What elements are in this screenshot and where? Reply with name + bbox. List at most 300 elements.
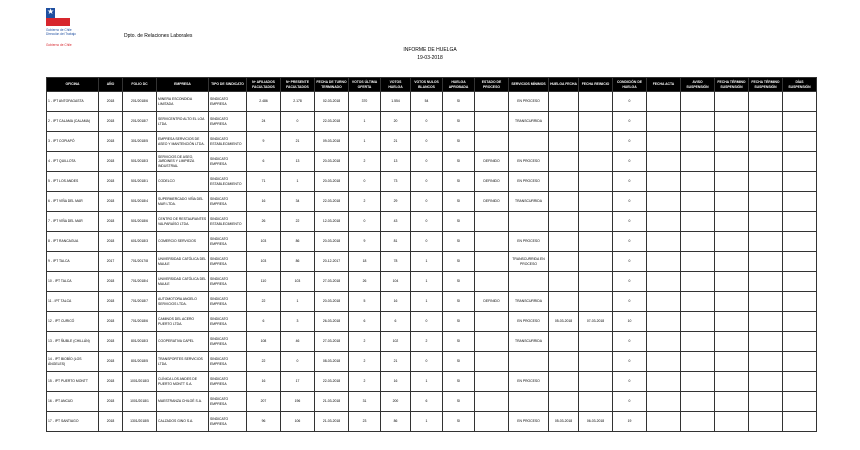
table-cell: 05-03-2018 [549,412,579,432]
table-cell: 0 [349,172,381,192]
table-cell [475,252,509,272]
table-cell: 1 [411,292,443,312]
table-cell: 29 [381,192,411,212]
table-cell: 16 [381,372,411,392]
table-cell: 8 - IPT RANCAGUA [47,232,99,252]
table-cell: EN PROCESO [509,312,549,332]
table-cell: SERVICENTRO ALTO EL LOA LTDA. [157,112,209,132]
table-cell: SI [443,372,475,392]
table-cell [579,272,613,292]
table-cell: MINERA ESCONDIDA LIMITADA [157,92,209,112]
table-cell: 13 [281,152,315,172]
table-cell: 12 - IPT CURICÓ [47,312,99,332]
table-cell: DEFINIDO [475,172,509,192]
table-row [47,412,817,432]
table-cell [715,232,749,252]
table-cell: 501/2018/4 [123,192,157,212]
table-cell: 0 [613,332,647,352]
table-cell [681,372,715,392]
table-row [47,132,817,152]
table-cell: 06-03-2018 [579,412,613,432]
table-cell [681,252,715,272]
table-cell: 0 [613,92,647,112]
table-cell [681,92,715,112]
table-cell: SINDICATO EMPRESA [209,152,247,172]
table-cell [681,232,715,252]
column-header: HUELGA FECHA [549,78,579,92]
table-cell [579,352,613,372]
table-cell: 20-03-2018 [315,232,349,252]
table-cell: TRANSCURRIDA [509,292,549,312]
table-cell: 501/2018/3 [123,152,157,172]
table-cell [549,152,579,172]
table-cell: MAESTRANZA CHILOÉ S.A. [157,392,209,412]
table-cell: 2.486 [247,92,281,112]
table-cell: 2 [349,152,381,172]
table-cell [475,232,509,252]
table-cell: 0 [411,132,443,152]
table-cell: 2018 [99,192,123,212]
table-cell [749,392,783,412]
table-cell [783,272,817,292]
table-cell [783,312,817,332]
table-cell: SI [443,92,475,112]
table-cell: 1301/2018/5 [123,412,157,432]
table-cell: 26-03-2018 [315,312,349,332]
table-cell [783,112,817,132]
table-cell [475,312,509,332]
table-cell [579,212,613,232]
table-cell: 1 [349,132,381,152]
table-cell [647,132,681,152]
table-cell: 31 [349,392,381,412]
table-cell [749,192,783,212]
table-cell [579,392,613,412]
table-cell: 2 [349,372,381,392]
table-cell [475,392,509,412]
table-cell [509,132,549,152]
table-cell: 96 [247,412,281,432]
table-cell [783,332,817,352]
column-header: CONDICIÓN DE HUELGA [613,78,647,92]
table-cell: 0 [613,252,647,272]
table-cell: 1.554 [381,92,411,112]
table-cell: 801/2018/3 [123,332,157,352]
table-cell [749,352,783,372]
table-row [47,252,817,272]
table-cell [783,392,817,412]
table-cell [783,132,817,152]
table-cell: 0 [613,352,647,372]
table-cell: 5 [349,292,381,312]
table-cell [579,332,613,352]
table-cell [681,172,715,192]
table-cell: 2 [349,352,381,372]
table-cell: 9 - IPT TALCA [47,252,99,272]
table-cell: 501/2018/6 [123,212,157,232]
table-cell [681,192,715,212]
table-cell [475,212,509,232]
table-cell: SI [443,312,475,332]
table-cell [749,412,783,432]
table-cell [681,152,715,172]
table-cell [549,372,579,392]
logo-red-block [46,18,70,26]
table-row [47,92,817,112]
table-cell: EN PROCESO [509,172,549,192]
table-cell: 701/2018/4 [123,272,157,292]
table-cell: 2018 [99,212,123,232]
table-cell [783,232,817,252]
table-cell [509,352,549,372]
table-cell: 09-03-2018 [315,132,349,152]
table-cell: UNIVERSIDAD CATÓLICA DEL MAULE [157,252,209,272]
table-cell: 22 [247,292,281,312]
table-cell [647,292,681,312]
table-header-row [47,78,817,92]
table-cell: 2.178 [281,92,315,112]
table-cell: 22-03-2018 [315,192,349,212]
table-cell: 2018 [99,232,123,252]
table-cell [647,212,681,232]
table-cell: 9 [247,132,281,152]
table-cell [549,252,579,272]
table-cell: 601/2018/3 [123,232,157,252]
table-cell [783,372,817,392]
table-cell: 1 [411,372,443,392]
table-cell: COMERCIO SERVICIOS [157,232,209,252]
table-cell [681,412,715,432]
table-cell [715,152,749,172]
logo-subtext: Gobierno de Chile [46,43,72,47]
table-row [47,372,817,392]
table-cell: 15 - IPT PUERTO MONTT [47,372,99,392]
table-cell: SI [443,392,475,412]
table-cell: SINDICATO ESTABLECIMIENTO [209,172,247,192]
table-cell: 16 [381,292,411,312]
table-cell [475,412,509,432]
table-cell [549,172,579,192]
table-cell: 71 [247,172,281,192]
table-cell: SERVICIOS DE ASEO, JARDINES Y LIMPIEZA INDUSTRIAL [157,152,209,172]
table-cell: 14 - IPT BIOBÍO (LOS ÁNGELES) [47,352,99,372]
table-cell: 1001/2018/3 [123,372,157,392]
table-cell: 2 - IPT CALAMA (CALAMA) [47,112,99,132]
column-header: FECHA REINICIO [579,78,613,92]
table-cell: 27-03-2018 [315,332,349,352]
table-cell [579,192,613,212]
table-cell: 08-03-2018 [315,352,349,372]
table-cell [475,372,509,392]
table-cell: 22 [281,212,315,232]
table-cell: 1 - IPT ANTOFAGASTA [47,92,99,112]
table-cell: SI [443,412,475,432]
table-cell: 22-03-2018 [315,372,349,392]
table-cell: SINDICATO EMPRESA [209,312,247,332]
table-cell: 301/2018/5 [123,132,157,152]
column-header: FECHA ACTA [647,78,681,92]
table-cell: 12-03-2018 [315,212,349,232]
table-cell: 701/2018/7 [123,292,157,312]
table-cell [749,92,783,112]
table-cell [475,92,509,112]
table-cell [783,292,817,312]
table-cell [715,132,749,152]
table-cell: 0 [411,152,443,172]
table-cell [579,112,613,132]
table-cell [715,112,749,132]
table-cell: 1 [349,112,381,132]
table-cell [475,272,509,292]
table-cell [549,112,579,132]
table-cell: SI [443,192,475,212]
table-cell: 6 [411,392,443,412]
table-cell: SI [443,212,475,232]
table-cell [579,172,613,192]
table-cell [783,92,817,112]
table-cell: 27-03-2018 [315,272,349,292]
table-cell: EN PROCESO [509,372,549,392]
table-cell: SINDICATO EMPRESA [209,232,247,252]
table-cell: 0 [613,392,647,412]
table-cell [475,332,509,352]
table-cell [647,352,681,372]
table-cell: 34 [281,192,315,212]
table-cell [579,92,613,112]
table-cell [549,192,579,212]
table-cell [749,272,783,292]
table-cell [715,252,749,272]
table-cell: 1 [281,172,315,192]
table-cell: 201/2018/7 [123,112,157,132]
table-cell [549,332,579,352]
table-cell [579,232,613,252]
table-cell: 102 [381,332,411,352]
table-cell [647,392,681,412]
table-cell [549,292,579,312]
table-cell: 2018 [99,272,123,292]
table-cell: 2018 [99,172,123,192]
table-cell [715,92,749,112]
table-cell: SINDICATO EMPRESA [209,392,247,412]
column-header: FECHA TÉRMINO SUSPENSIÓN [749,78,783,92]
table-cell: 103 [281,272,315,292]
table-cell [749,232,783,252]
table-cell [715,372,749,392]
table-cell: 0 [411,352,443,372]
table-cell [647,192,681,212]
table-cell: 2 [349,332,381,352]
table-cell [681,312,715,332]
table-cell [715,192,749,212]
table-cell: 200 [381,392,411,412]
table-cell: 0 [613,372,647,392]
table-cell [549,92,579,112]
table-row [47,112,817,132]
table-cell: 6 [247,152,281,172]
table-cell: CODELCO [157,172,209,192]
table-cell: EN PROCESO [509,412,549,432]
table-row [47,172,817,192]
table-cell: 21 [381,352,411,372]
table-cell: 05-03-2018 [549,312,579,332]
table-body [47,92,817,432]
table-cell: 701/2017/8 [123,252,157,272]
table-cell [681,112,715,132]
table-row [47,332,817,352]
table-cell [647,272,681,292]
table-cell: 11 - IPT TALCA [47,292,99,312]
table-cell [475,352,509,372]
table-cell: 1 [411,412,443,432]
table-cell: SINDICATO EMPRESA [209,332,247,352]
table-cell [549,232,579,252]
table-cell: 73 [381,172,411,192]
table-cell [579,132,613,152]
table-cell [749,252,783,272]
table-cell: 801/2018/5 [123,352,157,372]
table-cell: 370 [349,92,381,112]
table-cell [749,172,783,192]
table-cell: 2018 [99,292,123,312]
table-cell [647,372,681,392]
table-cell: 23 [349,412,381,432]
table-cell: 0 [411,312,443,332]
table-cell: 24 [247,112,281,132]
table-cell: SI [443,272,475,292]
table-cell [549,132,579,152]
table-cell: 0 [411,232,443,252]
table-cell: CAMINOS DEL ACERO PUERTO LTDA. [157,312,209,332]
table-cell [549,272,579,292]
table-cell: 21 [281,132,315,152]
table-cell [681,272,715,292]
table-cell: 02-03-2018 [315,92,349,112]
table-cell: 103 [247,232,281,252]
table-cell: SI [443,252,475,272]
table-cell: 86 [281,252,315,272]
table-cell: SINDICATO ESTABLECIMIENTO [209,212,247,232]
table-cell: SINDICATO EMPRESA [209,372,247,392]
table-cell: 16 [247,372,281,392]
table-cell [579,152,613,172]
logo-text: Gobierno de Chile Dirección del Trabajo [46,28,76,36]
table-cell [647,252,681,272]
table-cell [647,312,681,332]
table-cell [715,172,749,192]
table-cell: SI [443,332,475,352]
table-cell [549,392,579,412]
table-cell [715,312,749,332]
table-cell: 6 [247,312,281,332]
table-cell: 701/2018/6 [123,312,157,332]
table-cell: 9 [349,232,381,252]
column-header: VOTOS HUELGA [381,78,411,92]
table-cell: DEFINIDO [475,192,509,212]
table-cell: SINDICATO EMPRESA [209,272,247,292]
table-cell: SI [443,172,475,192]
table-cell: 20-12-2017 [315,252,349,272]
table-cell: CALZADOS GINO S.A. [157,412,209,432]
table-cell: 1 [411,272,443,292]
table-cell: 20-03-2018 [315,172,349,192]
table-cell: SINDICATO EMPRESA [209,92,247,112]
table-cell: TRANSCURRIDA [509,192,549,212]
table-cell: SI [443,232,475,252]
table-cell: 108 [247,332,281,352]
table-cell: 196 [281,392,315,412]
table-cell [783,192,817,212]
table-row [47,232,817,252]
table-cell: SINDICATO EMPRESA [209,292,247,312]
table-cell [749,212,783,232]
table-cell [509,272,549,292]
department-name: Dpto. de Relaciones Laborales [124,33,193,39]
table-cell: 10 - IPT TALCA [47,272,99,292]
table-cell: 07-03-2018 [579,312,613,332]
column-header: ESTADO DE PROCESO [475,78,509,92]
table-cell [647,412,681,432]
table-cell: 3 [281,312,315,332]
table-cell: 0 [613,232,647,252]
table-cell [715,392,749,412]
table-cell: 6 [381,312,411,332]
strike-report-table [46,77,817,432]
table-cell [579,292,613,312]
table-cell: 2018 [99,132,123,152]
table-cell: 2018 [99,152,123,172]
table-row [47,312,817,332]
table-cell [715,412,749,432]
table-cell: 43 [381,212,411,232]
table-cell: DEFINIDO [475,152,509,172]
table-cell [549,352,579,372]
table-cell: 0 [411,112,443,132]
table-cell [509,392,549,412]
table-cell: SINDICATO EMPRESA [209,412,247,432]
table-cell [749,152,783,172]
table-cell: DEFINIDO [475,292,509,312]
table-cell: 6 - IPT VIÑA DEL MAR [47,192,99,212]
table-cell: 2017 [99,252,123,272]
table-cell: 0 [411,212,443,232]
table-cell [579,252,613,272]
table-cell: 17 - IPT SANTIAGO [47,412,99,432]
table-cell: 22 [247,352,281,372]
table-row [47,392,817,412]
table-cell: SI [443,112,475,132]
report-title: INFORME DE HUELGA [403,47,457,53]
table-cell: 22-03-2018 [315,112,349,132]
table-cell: EN PROCESO [509,92,549,112]
table-cell [681,212,715,232]
table-cell [749,112,783,132]
table-cell [749,372,783,392]
table-cell: SUPERMERCADO VIÑA DEL MAR LTDA. [157,192,209,212]
table-cell: 2018 [99,312,123,332]
table-cell: 1 [281,292,315,312]
table-cell: 16 - IPT ANCUD [47,392,99,412]
table-row [47,292,817,312]
table-cell [475,112,509,132]
table-cell [509,212,549,232]
table-cell: 4 - IPT QUILLOTA [47,152,99,172]
table-cell [647,332,681,352]
table-row [47,212,817,232]
table-cell [783,352,817,372]
table-cell: 0 [613,112,647,132]
table-cell [749,132,783,152]
